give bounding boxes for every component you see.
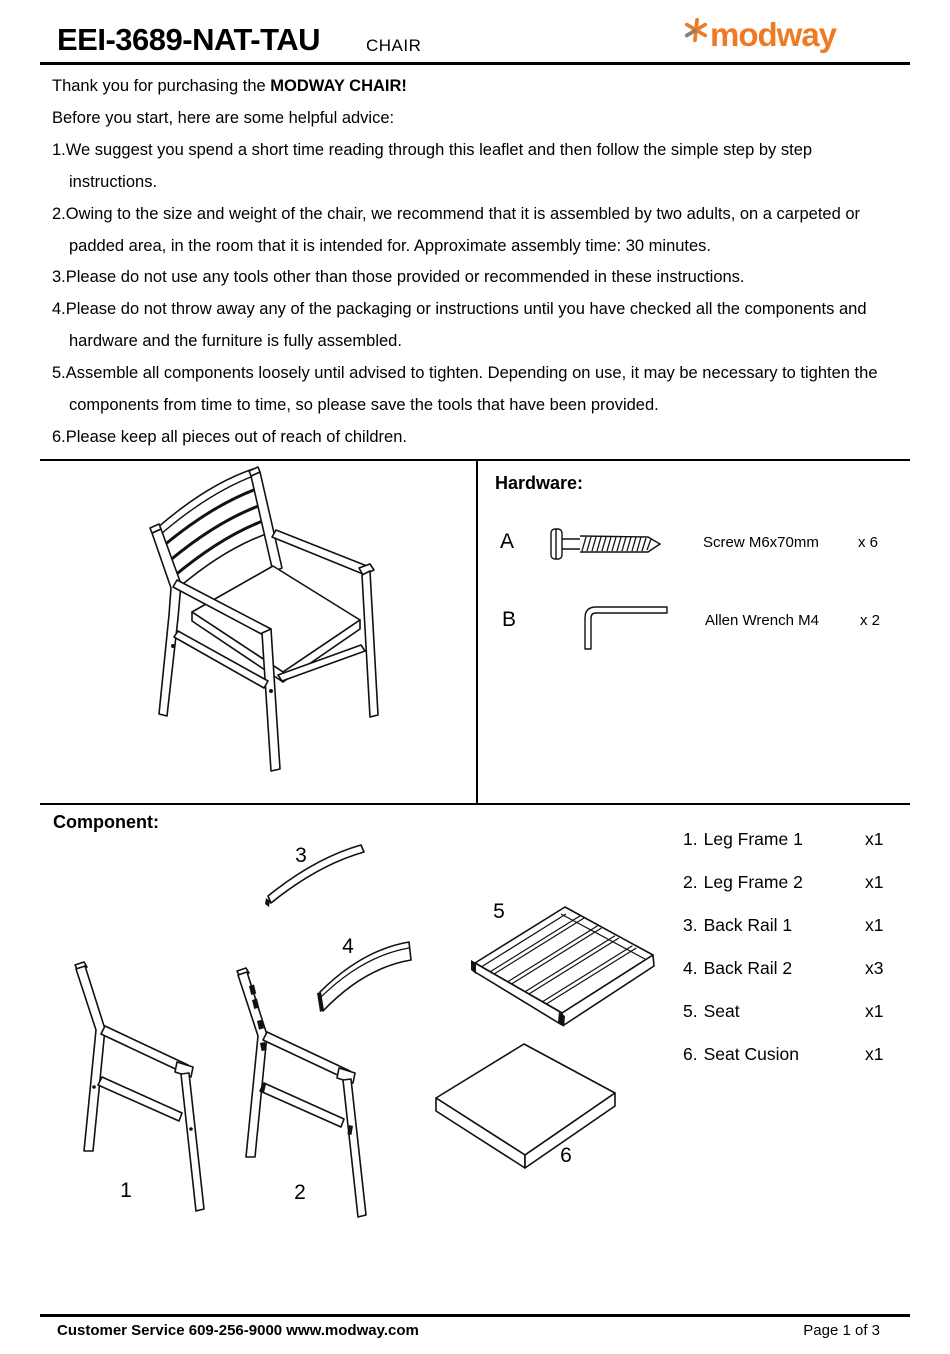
advice-item-3	[52, 262, 882, 294]
product-type-label: CHAIR	[366, 36, 422, 55]
advice-text: We suggest you spend a short time reading through this leaflet and then follow the simple step by step instructions.	[65, 140, 813, 191]
component-qty: x1	[865, 1001, 884, 1021]
diagram-label-3: 3	[295, 844, 307, 867]
component-name: Seat Cusion	[703, 1044, 799, 1064]
component-num: 2.	[683, 872, 698, 892]
hardware-item-b-label: B	[502, 608, 517, 631]
seat-drawing	[471, 907, 654, 1027]
advice-num: 1.	[52, 140, 66, 159]
advice-subtitle: Before you start, here are some helpful advice:	[52, 108, 395, 127]
advice-num: 3.	[52, 268, 66, 287]
hardware-item-a-label: A	[500, 530, 515, 553]
logo-wordmark: modway	[710, 16, 837, 53]
hardware-title: Hardware:	[495, 473, 584, 493]
advice-item-5	[52, 358, 882, 422]
component-diagram	[40, 800, 680, 1234]
advice-item-1	[52, 135, 882, 199]
component-qty: x1	[865, 829, 884, 849]
advice-num: 4.	[52, 300, 66, 319]
component-num: 1.	[683, 829, 698, 849]
component-name: Seat	[703, 1001, 740, 1021]
footer-divider	[40, 1314, 910, 1317]
intro-text	[52, 71, 882, 454]
customer-service-info: Customer Service 609-256-9000 www.modway.com	[57, 1322, 419, 1339]
hardware-vertical-divider	[476, 459, 478, 805]
advice-item-6	[52, 422, 882, 454]
advice-num: 6.	[52, 427, 66, 446]
component-name: Leg Frame 2	[703, 872, 803, 892]
component-name: Leg Frame 1	[703, 829, 803, 849]
hardware-divider	[40, 459, 910, 461]
chair-illustration	[40, 463, 476, 803]
component-row-3	[683, 904, 895, 947]
component-qty: x1	[865, 1044, 884, 1064]
screw-icon	[548, 522, 668, 571]
brand-logo	[683, 15, 836, 55]
allen-wrench-icon	[574, 600, 670, 657]
component-name: Back Rail 2	[703, 958, 793, 978]
advice-item-4	[52, 294, 882, 358]
component-num: 4.	[683, 958, 698, 978]
component-parts-icon	[40, 800, 680, 1234]
hardware-item-b-qty: x 2	[860, 612, 881, 629]
component-num: 5.	[683, 1001, 698, 1021]
thanks-product: MODWAY CHAIR!	[270, 77, 407, 95]
advice-num: 5.	[52, 364, 66, 383]
header-divider	[40, 62, 910, 65]
component-row-6	[683, 1033, 895, 1076]
back-rail-1-drawing	[265, 845, 364, 907]
chair-line-art-icon	[40, 463, 476, 803]
component-qty: x3	[865, 958, 884, 978]
hardware-item-a-qty: x 6	[858, 534, 879, 551]
component-qty: x1	[865, 872, 884, 892]
component-name: Back Rail 1	[703, 915, 793, 935]
component-row-1	[683, 818, 895, 861]
component-list	[683, 818, 895, 1076]
advice-text: Please do not throw away any of the packaging or instructions until you have checked all the components and hardware and the furniture is fully assembled.	[65, 300, 867, 351]
page-number: Page 1 of 3	[803, 1322, 880, 1339]
seat-cushion-drawing	[436, 1044, 615, 1168]
advice-text: Owing to the size and weight of the chair, we recommend that it is assembled by two adults, on a carpeted or padded area, in the room that it is intended for. Approximate assembly time: 30 minutes.	[65, 204, 861, 255]
component-title: Component:	[53, 812, 159, 832]
back-rail-2-drawing	[317, 942, 411, 1012]
thanks-line	[52, 71, 882, 103]
hardware-item-b-name: Allen Wrench M4	[705, 612, 819, 629]
advice-text: Please do not use any tools other than those provided or recommended in these instructions.	[65, 268, 745, 287]
diagram-label-5: 5	[493, 900, 505, 923]
logo-star-icon	[683, 15, 709, 45]
advice-num: 2.	[52, 204, 66, 223]
diagram-label-1: 1	[120, 1179, 132, 1202]
component-row-4	[683, 947, 895, 990]
thanks-prefix: Thank you for purchasing the	[52, 77, 271, 95]
diagram-label-4: 4	[342, 935, 354, 958]
advice-text: Please keep all pieces out of reach of children.	[65, 427, 407, 446]
diagram-label-6: 6	[560, 1144, 572, 1167]
component-row-2	[683, 861, 895, 904]
leg-frame-2-drawing	[237, 968, 366, 1217]
advice-text: Assemble all components loosely until advised to tighten. Depending on use, it may be necessary to tighten the components from time to time, so please save the tools that have been provided.	[65, 364, 878, 415]
leg-frame-1-drawing	[75, 962, 204, 1211]
hardware-item-a-name: Screw M6x70mm	[703, 534, 819, 551]
component-row-5	[683, 990, 895, 1033]
diagram-label-2: 2	[294, 1181, 306, 1204]
component-num: 3.	[683, 915, 698, 935]
page-title: EEI-3689-NAT-TAU	[57, 22, 321, 57]
component-num: 6.	[683, 1044, 698, 1064]
component-qty: x1	[865, 915, 884, 935]
advice-item-2	[52, 199, 882, 263]
